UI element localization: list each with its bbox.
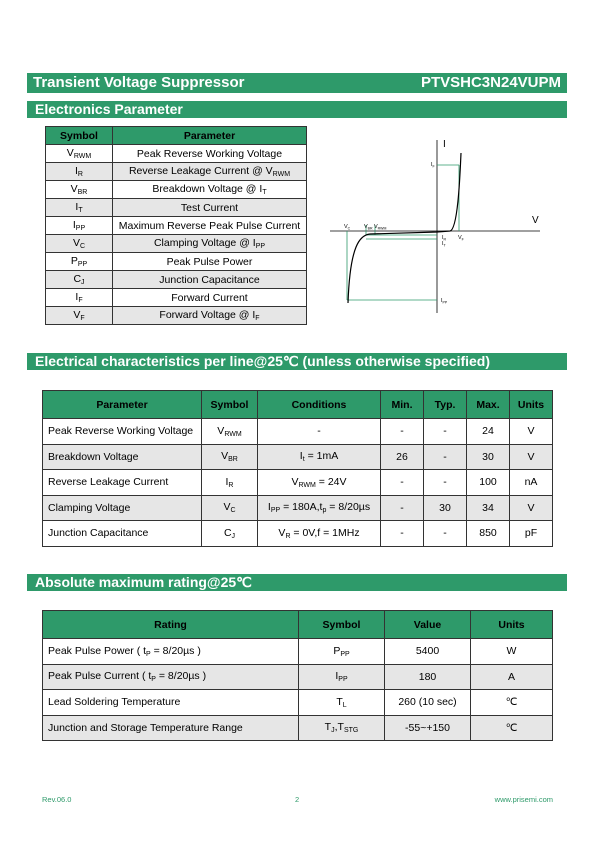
min-cell: -	[381, 419, 424, 445]
typ-cell: -	[424, 444, 467, 470]
section-electrical-characteristics	[27, 353, 567, 370]
lbl-ipp: $I_{PP}$	[441, 298, 448, 305]
col-parameter: Parameter	[43, 391, 202, 419]
parameter-cell: Forward Current	[113, 289, 307, 307]
parameter-table	[45, 126, 307, 325]
conditions-cell: $I_t = 1mA$	[258, 444, 381, 470]
symbol-cell: $C_J$	[46, 271, 113, 289]
table-row	[46, 145, 307, 163]
footer-revision: Rev.06.0	[42, 795, 72, 804]
lbl-vc: $V_C$	[344, 224, 351, 231]
min-cell: 26	[381, 444, 424, 470]
table-row	[43, 419, 553, 445]
min-cell: -	[381, 470, 424, 496]
min-cell: -	[381, 521, 424, 547]
rating-cell: Peak Pulse Current ( $t_P = 8/20\mu s$ )	[43, 664, 299, 690]
units-cell: nA	[510, 470, 553, 496]
value-cell: -55~+150	[385, 715, 471, 741]
parameter-cell: Peak Pulse Power	[113, 253, 307, 271]
table-row	[43, 521, 553, 547]
symbol-cell: $T_L$	[299, 690, 385, 716]
col-symbol: Symbol	[299, 611, 385, 639]
col-parameter: Parameter	[113, 127, 307, 145]
section-electronics-parameter	[27, 101, 567, 118]
absolute-rating-table-body	[43, 639, 553, 741]
typ-cell: -	[424, 470, 467, 496]
symbol-cell: $C_J$	[202, 521, 258, 547]
parameter-cell: Reverse Leakage Current @ $V_{RWM}$	[113, 163, 307, 181]
parameter-table-body	[46, 145, 307, 325]
table-row	[43, 664, 553, 690]
value-cell: 180	[385, 664, 471, 690]
parameter-cell: Peak Reverse Working Voltage	[43, 419, 202, 445]
max-cell: 24	[467, 419, 510, 445]
section-title: Absolute maximum rating@25℃	[35, 574, 252, 590]
lbl-vbr: $V_{BR}$	[364, 224, 373, 231]
parameter-cell: Maximum Reverse Peak Pulse Current	[113, 217, 307, 235]
axis-v-label: V	[532, 215, 539, 226]
units-cell: pF	[510, 521, 553, 547]
table-row	[46, 235, 307, 253]
value-cell: 5400	[385, 639, 471, 665]
table-row	[46, 199, 307, 217]
parameter-cell: Junction Capacitance	[113, 271, 307, 289]
conditions-cell: $V_{RWM} = 24V$	[258, 470, 381, 496]
symbol-cell: $I_T$	[46, 199, 113, 217]
symbol-cell: $I_F$	[46, 289, 113, 307]
part-number: PTVSHC3N24VUPM	[420, 74, 561, 91]
units-cell: V	[510, 444, 553, 470]
min-cell: -	[381, 495, 424, 521]
table-row	[43, 690, 553, 716]
parameter-cell: Clamping Voltage	[43, 495, 202, 521]
doc-title: Transient Voltage Suppressor	[33, 74, 245, 91]
symbol-cell: $V_C$	[202, 495, 258, 521]
symbol-cell: $V_{RWM}$	[46, 145, 113, 163]
symbol-cell: $V_{BR}$	[46, 181, 113, 199]
conditions-cell: -	[258, 419, 381, 445]
typ-cell: -	[424, 419, 467, 445]
col-symbol: Symbol	[46, 127, 113, 145]
lbl-it: $I_T$	[442, 241, 446, 248]
units-cell: ℃	[471, 715, 553, 741]
col-symbol: Symbol	[202, 391, 258, 419]
header-bar	[27, 73, 567, 93]
footer-page-number: 2	[295, 795, 300, 804]
symbol-cell: $P_{PP}$	[299, 639, 385, 665]
symbol-cell: $T_J,T_{STG}$	[299, 715, 385, 741]
rating-cell: Peak Pulse Power ( $t_P = 8/20\mu s$ )	[43, 639, 299, 665]
table-row	[43, 715, 553, 741]
symbol-cell: $I_R$	[202, 470, 258, 496]
lbl-ir: $I_R$	[442, 235, 447, 242]
table-row	[46, 253, 307, 271]
parameter-cell: Breakdown Voltage @ $I_T$	[113, 181, 307, 199]
electrical-table-body	[43, 419, 553, 547]
section-title: Electronics Parameter	[35, 101, 183, 117]
table-row	[46, 307, 307, 325]
table-row	[43, 639, 553, 665]
table-row	[46, 181, 307, 199]
parameter-cell: Clamping Voltage @ $I_{PP}$	[113, 235, 307, 253]
units-cell: A	[471, 664, 553, 690]
table-row	[43, 444, 553, 470]
rating-cell: Lead Soldering Temperature	[43, 690, 299, 716]
symbol-cell: $I_{PP}$	[46, 217, 113, 235]
symbol-cell: $I_R$	[46, 163, 113, 181]
symbol-cell: $I_{PP}$	[299, 664, 385, 690]
max-cell: 100	[467, 470, 510, 496]
col-units: Units	[471, 611, 553, 639]
max-cell: 30	[467, 444, 510, 470]
section-title: Electrical characteristics per line@25℃ (unless otherwise specified)	[35, 353, 491, 369]
table-row	[46, 271, 307, 289]
typ-cell: -	[424, 521, 467, 547]
conditions-cell: $V_R = 0V,f = 1MHz$	[258, 521, 381, 547]
symbol-cell: $P_{PP}$	[46, 253, 113, 271]
electrical-table	[42, 390, 553, 547]
table-row	[43, 495, 553, 521]
absolute-rating-table	[42, 610, 553, 741]
units-cell: V	[510, 419, 553, 445]
col-value: Value	[385, 611, 471, 639]
symbol-cell: $V_F$	[46, 307, 113, 325]
value-cell: 260 (10 sec)	[385, 690, 471, 716]
table-row	[46, 163, 307, 181]
units-cell: ℃	[471, 690, 553, 716]
col-units: Units	[510, 391, 553, 419]
lbl-vrwm: $V_{RWM}$	[374, 224, 387, 231]
col-rating: Rating	[43, 611, 299, 639]
lbl-vf: $V_F$	[458, 235, 464, 242]
col-typ: Typ.	[424, 391, 467, 419]
max-cell: 34	[467, 495, 510, 521]
col-min: Min.	[381, 391, 424, 419]
iv-characteristic-diagram	[330, 135, 545, 315]
conditions-cell: $I_{PP} = 180A,t_p = 8/20\mu s$	[258, 495, 381, 521]
symbol-cell: $V_C$	[46, 235, 113, 253]
units-cell: V	[510, 495, 553, 521]
parameter-cell: Junction Capacitance	[43, 521, 202, 547]
parameter-cell: Breakdown Voltage	[43, 444, 202, 470]
symbol-cell: $V_{RWM}$	[202, 419, 258, 445]
col-conditions: Conditions	[258, 391, 381, 419]
table-row	[46, 289, 307, 307]
section-absolute-maximum-rating	[27, 574, 567, 591]
parameter-cell: Test Current	[113, 199, 307, 217]
parameter-cell: Peak Reverse Working Voltage	[113, 145, 307, 163]
parameter-cell: Reverse Leakage Current	[43, 470, 202, 496]
symbol-cell: $V_{BR}$	[202, 444, 258, 470]
table-row	[43, 470, 553, 496]
rating-cell: Junction and Storage Temperature Range	[43, 715, 299, 741]
units-cell: W	[471, 639, 553, 665]
col-max: Max.	[467, 391, 510, 419]
axis-i-label: I	[443, 139, 446, 150]
lbl-if: $I_F$	[431, 162, 435, 169]
typ-cell: 30	[424, 495, 467, 521]
table-row	[46, 217, 307, 235]
footer-url[interactable]: www.prisemi.com	[494, 795, 553, 804]
max-cell: 850	[467, 521, 510, 547]
parameter-cell: Forward Voltage @ $I_F$	[113, 307, 307, 325]
